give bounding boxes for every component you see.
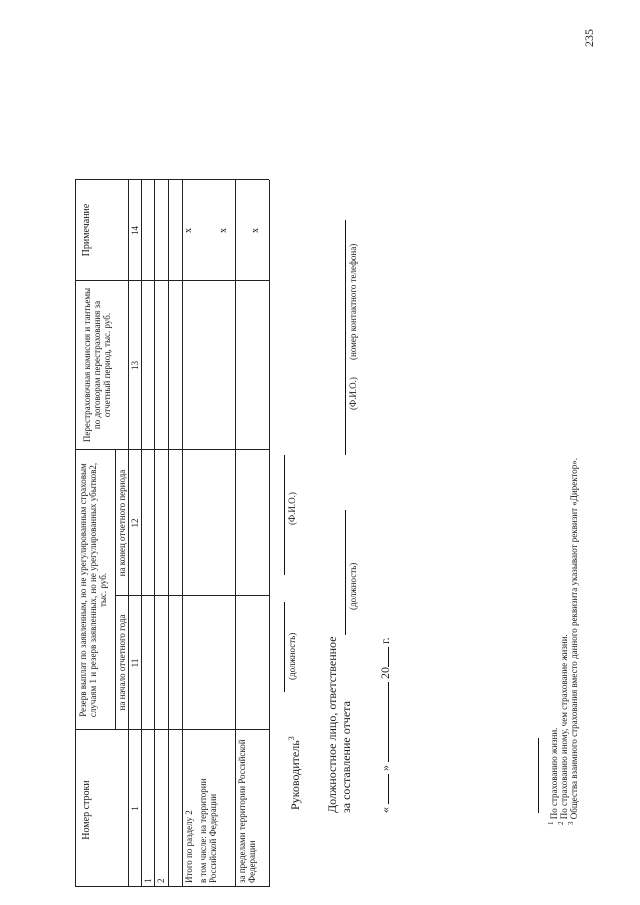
header-reserve-start: на начало отчетного года bbox=[117, 614, 127, 711]
responsible-label-1: Должностное лицо, ответственное bbox=[325, 636, 339, 813]
head-position-caption: (должность) bbox=[287, 632, 297, 680]
colnum-1: 1 bbox=[130, 806, 140, 811]
summary-abroad-note: х bbox=[250, 228, 261, 233]
summary-russia: в том числе: на территории Российской Федерации bbox=[198, 778, 218, 883]
summary-abroad: за пределами территории Российской Федерации bbox=[237, 739, 257, 883]
date-line: « » 20 г. bbox=[378, 637, 392, 813]
colnum-12: 12 bbox=[130, 518, 140, 528]
header-reserve: Резерв выплат по заявленным, но не урегулированным страховым случаям 1 и резерв заявленных, но не урегулированных убытков2, тыс. руб. bbox=[78, 462, 108, 718]
responsible-phone-caption: (номер контактного телефона) bbox=[348, 243, 358, 360]
summary-total-note: х bbox=[183, 228, 194, 233]
header-commission: Перестраховочная комиссия и тантьемы по договорам перестрахования за отчетный период, тыс. руб. bbox=[82, 287, 112, 443]
page-number: 235 bbox=[582, 29, 596, 47]
responsible-position-caption: (должность) bbox=[348, 562, 358, 610]
row-2-number: 2 bbox=[156, 878, 166, 883]
footnote-3: $^3$ Общества взаимного страхования вместо данного реквизита указывают реквизит «Директор». bbox=[567, 457, 579, 825]
header-reserve-end: на конец отчетного периода bbox=[117, 469, 127, 577]
head-label: Руководитель$^3$ bbox=[287, 736, 302, 810]
summary-russia-note: х bbox=[218, 228, 229, 233]
footnote-1: $^1$ По страхованию жизни. bbox=[547, 727, 559, 825]
footnote-2: $^2$ По страхованию иному, чем страхование жизни. bbox=[557, 634, 569, 825]
colnum-11: 11 bbox=[130, 658, 140, 668]
row-1-number: 1 bbox=[143, 878, 153, 883]
colnum-13: 13 bbox=[130, 361, 140, 370]
head-name-caption: (Ф.И.О.) bbox=[287, 492, 297, 525]
responsible-label-2: за составление отчета bbox=[339, 701, 353, 813]
header-row-number: Номер строки bbox=[81, 780, 92, 840]
colnum-14: 14 bbox=[130, 226, 140, 235]
responsible-name-caption: (Ф.И.О.) bbox=[348, 377, 358, 410]
header-note: Примечание bbox=[81, 203, 92, 257]
summary-total: Итого по разделу 2 bbox=[184, 810, 194, 883]
